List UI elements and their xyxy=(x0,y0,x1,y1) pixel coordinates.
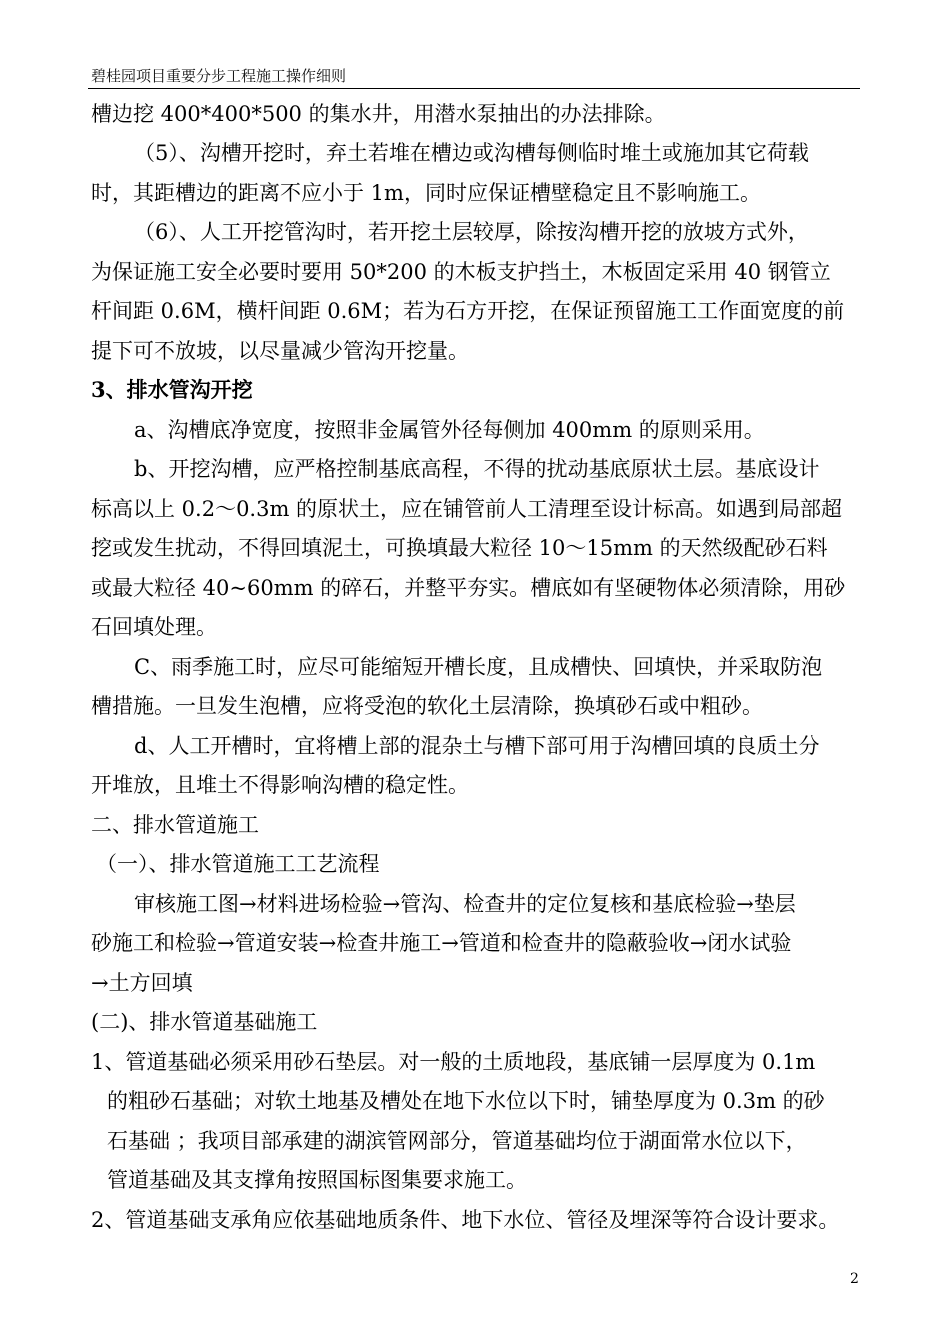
body-line: 的粗砂石基础；对软土地基及槽处在地下水位以下时，铺垫厚度为 0.3m 的砂 xyxy=(107,1089,825,1113)
body-line: b、开挖沟槽，应严格控制基底高程，不得的扰动基底原状土层。基底设计 xyxy=(134,457,820,481)
page-number: 2 xyxy=(850,1271,859,1287)
body-line: 石基础 ；我项目部承建的湖滨管网部分，管道基础均位于湖面常水位以下， xyxy=(107,1129,807,1153)
page-header-title: 碧桂园项目重要分步工程施工操作细则 xyxy=(91,67,347,85)
body-line: 杆间距 0.6M，横杆间距 0.6M；若为石方开挖，在保证预留施工工作面宽度的前 xyxy=(91,299,845,323)
body-line: 提下可不放坡，以尽量减少管沟开挖量。 xyxy=(91,339,469,363)
body-line: 开堆放，且堆土不得影响沟槽的稳定性。 xyxy=(91,773,469,797)
body-line: 为保证施工安全必要时要用 50*200 的木板支护挡土，木板固定采用 40 钢管立 xyxy=(91,260,831,284)
body-line: 审核施工图→材料进场检验→管沟、检查井的定位复核和基底检验→垫层 xyxy=(134,892,796,916)
body-line: C、雨季施工时，应尽可能缩短开槽长度，且成槽快、回填快，并采取防泡 xyxy=(134,655,823,679)
subsection-heading: (二)、排水管道基础施工 xyxy=(91,1010,318,1034)
body-line: 2、管道基础支承角应依基础地质条件、地下水位、管径及埋深等符合设计要求。 xyxy=(91,1208,840,1232)
body-line: 管道基础及其支撑角按照国标图集要求施工。 xyxy=(107,1168,527,1192)
body-line: 或最大粒径 40~60mm 的碎石，并整平夯实。槽底如有坚硬物体必须清除，用砂 xyxy=(91,576,846,600)
body-line: 1、管道基础必须采用砂石垫层。对一般的土质地段，基底铺一层厚度为 0.1m xyxy=(91,1050,816,1074)
subsection-heading: （一）、排水管道施工工艺流程 xyxy=(96,852,380,876)
body-line: →土方回填 xyxy=(91,971,193,995)
body-line: d、人工开槽时，宜将槽上部的混杂土与槽下部可用于沟槽回填的良质土分 xyxy=(134,734,820,758)
body-line: a、沟槽底净宽度，按照非金属管外径每侧加 400mm 的原则采用。 xyxy=(134,418,765,442)
body-line: 砂施工和检验→管道安装→检查井施工→管道和检查井的隐蔽验收→闭水试验 xyxy=(91,931,792,955)
body-line: 挖或发生扰动，不得回填泥土，可换填最大粒径 10～15mm 的天然级配砂石料 xyxy=(91,536,828,560)
body-line: 时，其距槽边的距离不应小于 1m，同时应保证槽壁稳定且不影响施工。 xyxy=(91,181,761,205)
section-heading: 二、排水管道施工 xyxy=(91,813,259,837)
body-line: 槽边挖 400*400*500 的集水井，用潜水泵抽出的办法排除。 xyxy=(91,102,666,126)
body-line: （6）、人工开挖管沟时，若开挖土层较厚，除按沟槽开挖的放坡方式外， xyxy=(134,220,809,244)
body-line: 标高以上 0.2～0.3m 的原状土，应在铺管前人工清理至设计标高。如遇到局部超 xyxy=(91,497,843,521)
header-rule xyxy=(88,88,860,89)
body-line: 石回填处理。 xyxy=(91,615,217,639)
section-heading: 3、排水管沟开挖 xyxy=(91,377,253,402)
body-line: （5）、沟槽开挖时，弃土若堆在槽边或沟槽每侧临时堆土或施加其它荷载 xyxy=(134,141,809,165)
body-line: 槽措施。一旦发生泡槽，应将受泡的软化土层清除，换填砂石或中粗砂。 xyxy=(91,694,763,718)
